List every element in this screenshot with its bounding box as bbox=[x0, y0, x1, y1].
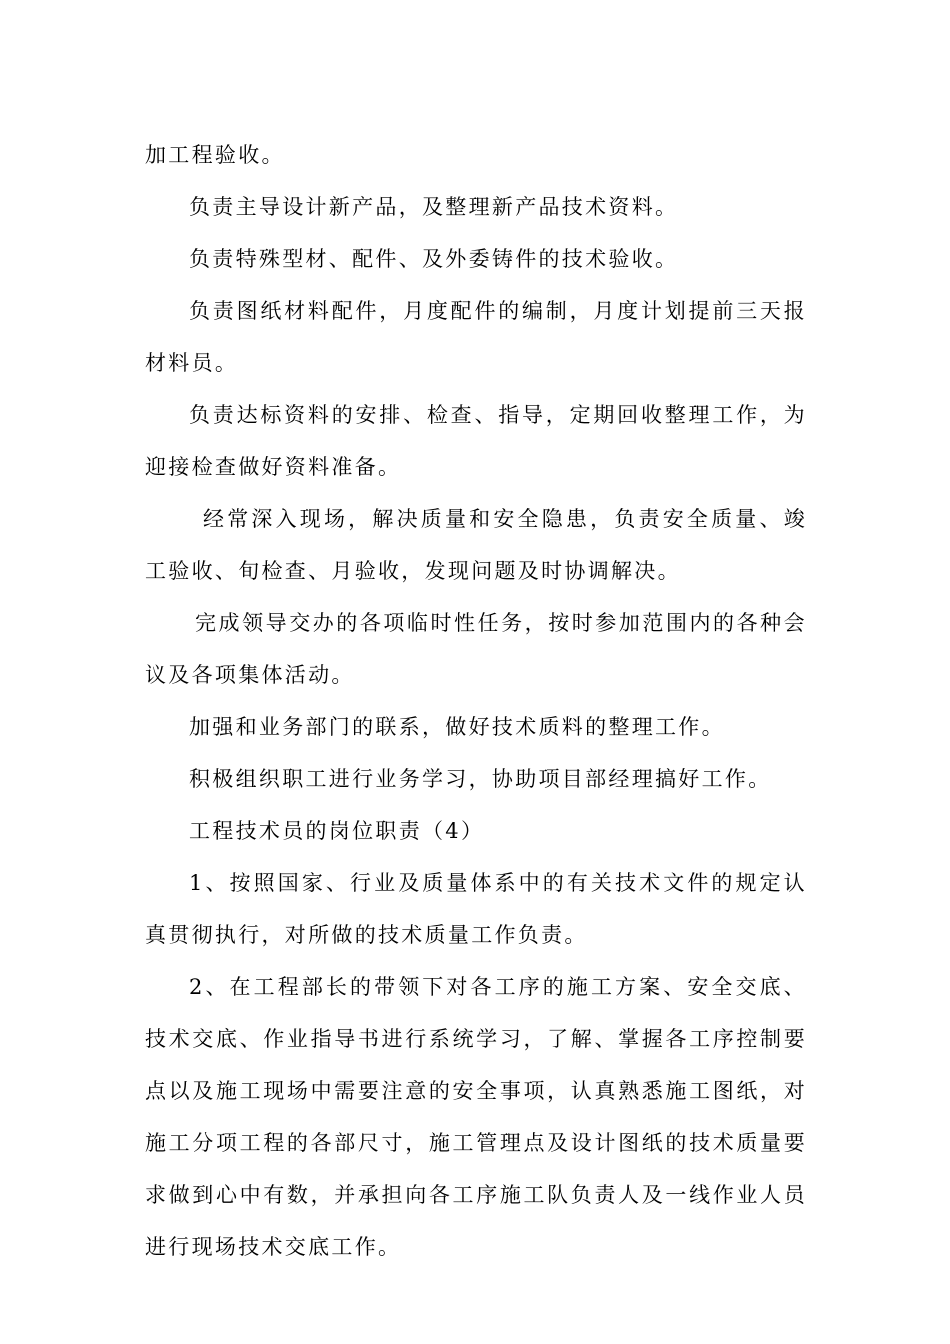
paragraph-temporary-tasks: 完成领导交办的各项临时性任务，按时参加范围内的各种会议及各项集体活动。 bbox=[145, 611, 807, 687]
paragraph-standard-documents: 负责达标资料的安排、检查、指导，定期回收整理工作，为迎接检查做好资料准备。 bbox=[145, 403, 807, 479]
paragraph-material-acceptance: 负责特殊型材、配件、及外委铸件的技术验收。 bbox=[189, 247, 679, 271]
paragraph-item-1: 1、按照国家、行业及质量体系中的有关技术文件的规定认真贯彻执行，对所做的技术质量工作负责。 bbox=[145, 871, 807, 947]
paragraph-staff-learning: 积极组织职工进行业务学习，协助项目部经理搞好工作。 bbox=[189, 767, 772, 791]
paragraph-item-2: 2、在工程部长的带领下对各工序的施工方案、安全交底、技术交底、作业指导书进行系统学习，了解、掌握各工序控制要点以及施工现场中需要注意的安全事项，认真熟悉施工图纸，对施工分项工程的各部尺寸，施工管理点及设计图纸的技术质量要求做到心中有数，并承担向各工序施工队负责人及一线作业人员进行现场技术交底工作。 bbox=[145, 975, 807, 1259]
document-body bbox=[145, 129, 807, 1273]
paragraph-monthly-parts-plan: 负责图纸材料配件，月度配件的编制，月度计划提前三天报材料员。 bbox=[145, 299, 807, 375]
section-heading: 工程技术员的岗位职责（4） bbox=[189, 819, 485, 843]
paragraph-site-inspection: 经常深入现场，解决质量和安全隐患，负责安全质量、竣工验收、旬检查、月验收，发现问题及时协调解决。 bbox=[145, 507, 807, 583]
paragraph-new-product-design: 负责主导设计新产品，及整理新产品技术资料。 bbox=[189, 195, 679, 219]
paragraph-continuation: 加工程验收。 bbox=[145, 143, 285, 167]
paragraph-department-liaison: 加强和业务部门的联系，做好技术质料的整理工作。 bbox=[189, 715, 725, 739]
